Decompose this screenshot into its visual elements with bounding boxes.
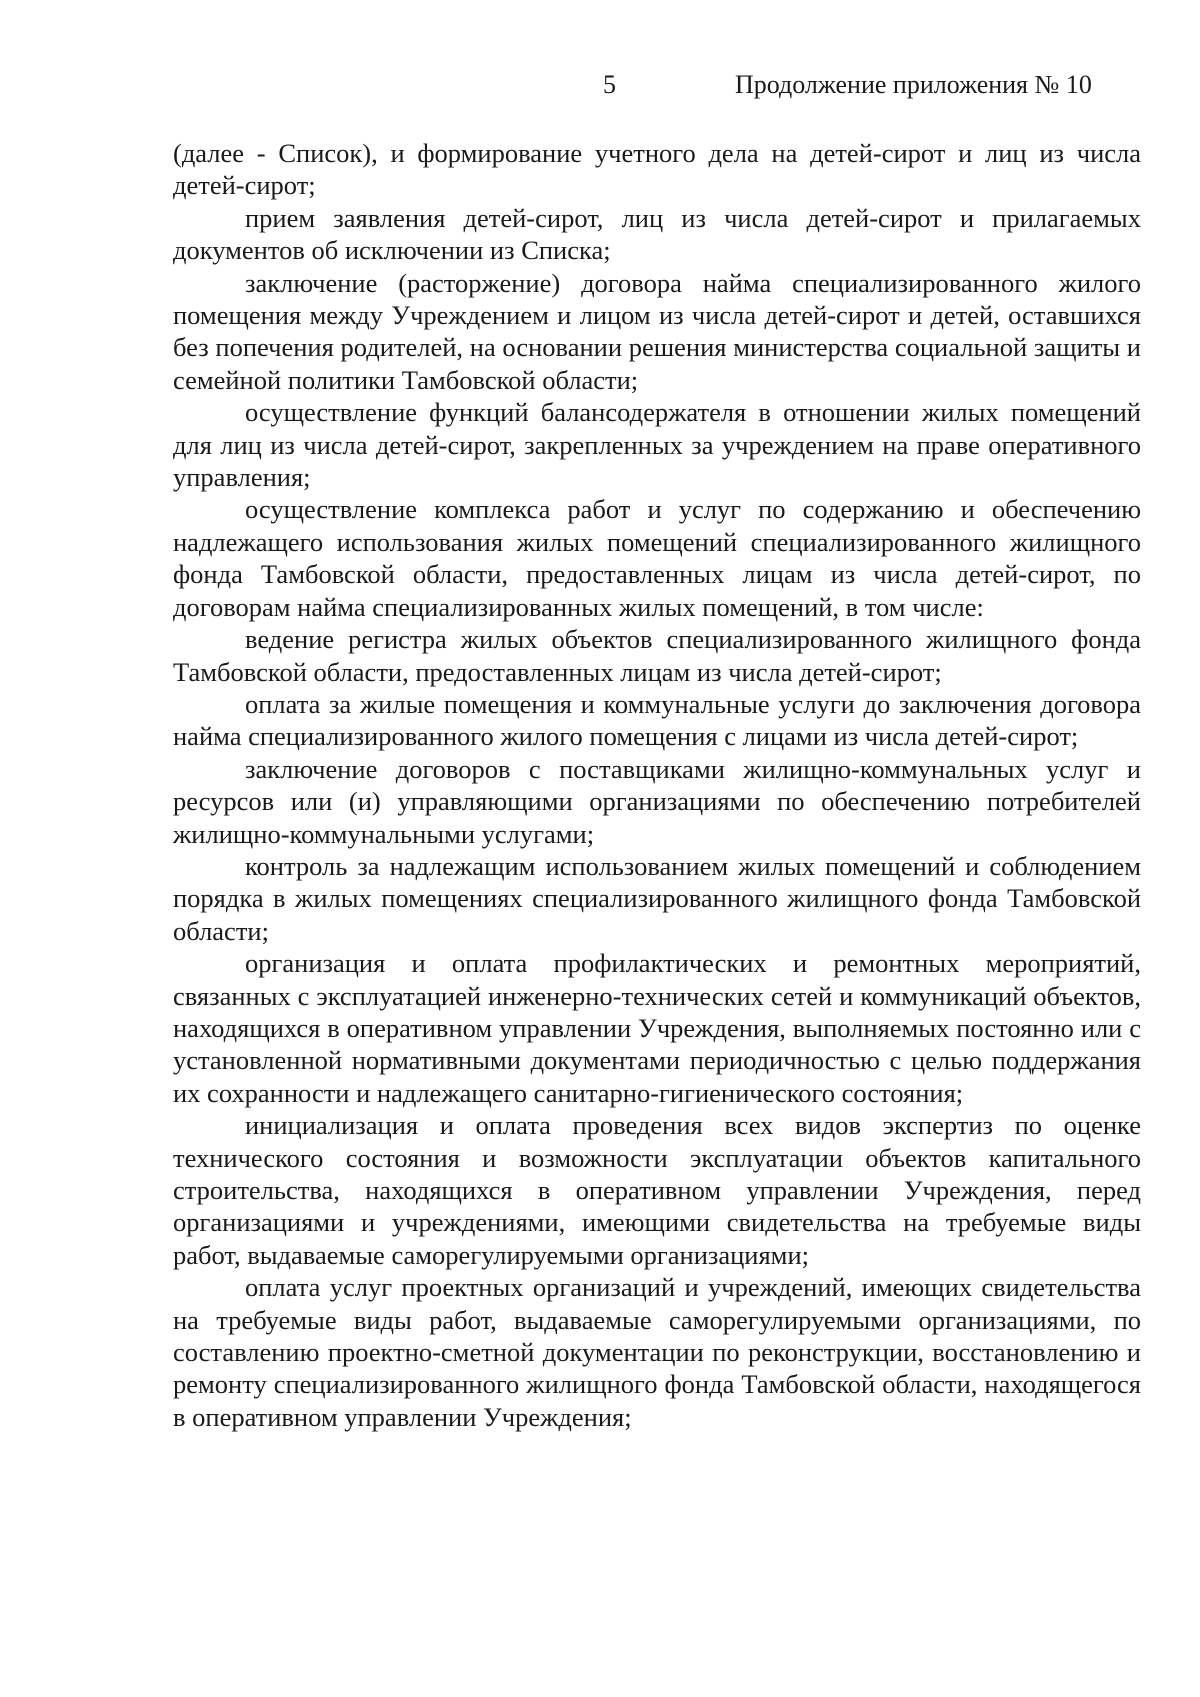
page-number: 5 (603, 70, 616, 99)
paragraph-repair-measures: организация и оплата профилактических и ремонтных мероприятий, связанных с эксплуатацией инженерно-технических сетей и коммуникаций объектов, находящихся в оперативном управлении Учреждения, выполняемых постоянно или с установленной нормативными документами периодичностью с целью поддержания их сохранности и надлежащего санитарно-гигиенического состояния; (173, 948, 1141, 1108)
paragraph-register: ведение регистра жилых объектов специализированного жилищного фонда Тамбовской области, предоставленных лицам из числа детей-сирот; (173, 624, 1141, 687)
running-head: Продолжение приложения № 10 (735, 70, 1092, 99)
paragraph-balance-holder: осуществление функций балансодержателя в отношении жилых помещений для лиц из числа детей-сирот, закрепленных за учреждением на праве оперативного управления; (173, 397, 1141, 493)
paragraph-usage-control: контроль за надлежащим использованием жилых помещений и соблюдением порядка в жилых помещениях специализированного жилищного фонда Тамбовской области; (173, 850, 1141, 946)
paragraph-application-acceptance: прием заявления детей-сирот, лиц из числа детей-сирот и прилагаемых документов об исключении из Списка; (173, 202, 1141, 266)
paragraph-supplier-contracts: заключение договоров с поставщиками жилищно-коммунальных услуг и ресурсов или (и) управляющими организациями по обеспечению потребителей жилищно-коммунальными услугами; (173, 753, 1141, 849)
paragraph-lease-contract: заключение (расторжение) договора найма специализированного жилого помещения между Учреждением и лицом из числа детей-сирот и детей, оставшихся без попечения родителей, на основании решения министерства социальной защиты и семейной политики Тамбовской области; (173, 267, 1141, 395)
paragraph-list-continuation: (далее - Список), и формирование учетного дела на детей-сирот и лиц из числа детей-сирот; (173, 138, 1141, 201)
paragraph-utility-payment: оплата за жилые помещения и коммунальные услуги до заключения договора найма специализированного жилого помещения с лицами из числа детей-сирот; (173, 688, 1141, 752)
paragraph-maintenance-works: осуществление комплекса работ и услуг по содержанию и обеспечению надлежащего использования жилых помещений специализированного жилищного фонда Тамбовской области, предоставленных лицам из числа детей-сирот, по договорам найма специализированных жилых помещений, в том числе: (173, 494, 1141, 622)
document-body (173, 137, 1141, 1433)
paragraph-expertise: инициализация и оплата проведения всех видов экспертиз по оценке технического состояния и возможности эксплуатации объектов капитального строительства, находящихся в оперативном управлении Учреждения, перед организациями и учреждениями, имеющими свидетельства на требуемые виды работ, выдаваемые саморегулируемыми организациями; (173, 1110, 1141, 1270)
paragraph-design-services: оплата услуг проектных организаций и учреждений, имеющих свидетельства на требуемые виды работ, выдаваемые саморегулируемыми организациями, по составлению проектно-сметной документации по реконструкции, восстановлению и ремонту специализированного жилищного фонда Тамбовской области, находящегося в оперативном управлении Учреждения; (173, 1272, 1141, 1432)
